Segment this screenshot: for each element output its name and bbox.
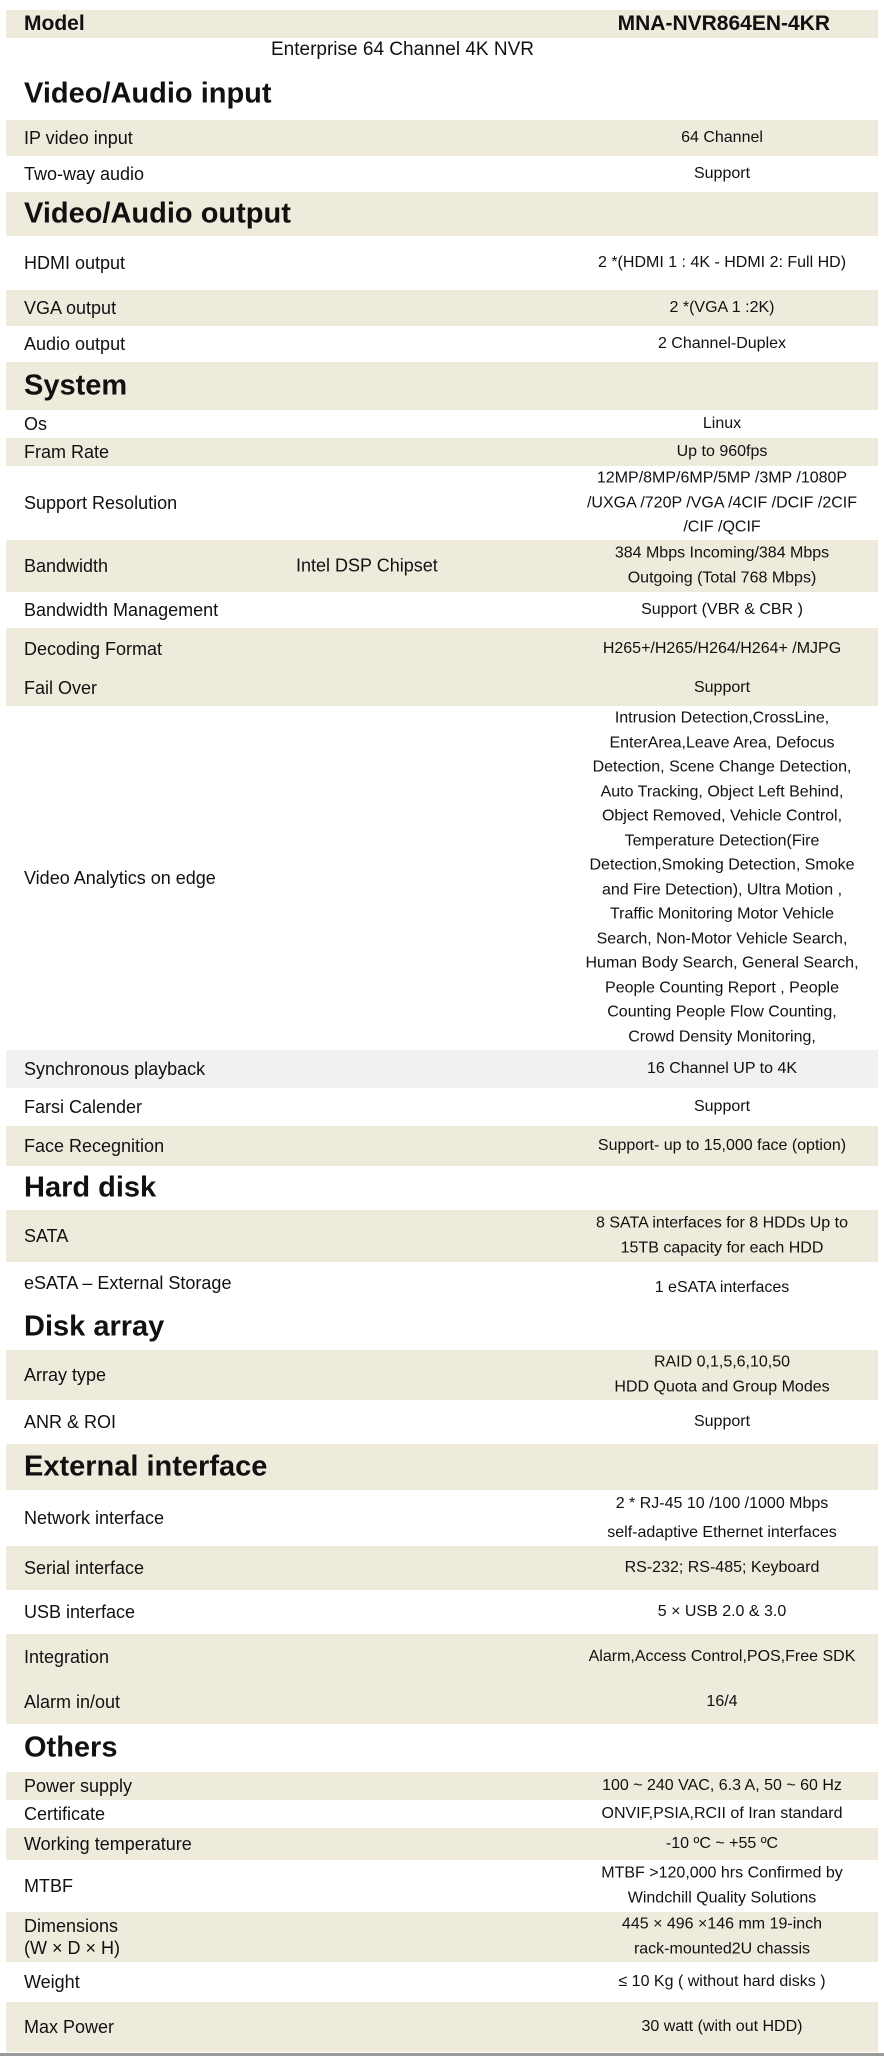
spec-row-dimensions	[6, 1912, 878, 1962]
section-video-audio-input	[6, 62, 878, 126]
section-disk-array	[6, 1304, 878, 1350]
section-system	[6, 362, 878, 410]
spec-value: -10 ºC ~ +55 ºC	[665, 1834, 779, 1852]
spec-value: Support (VBR & CBR )	[641, 600, 803, 618]
spec-value: 2 * RJ-45 10 /100 /1000 Mbps self-adaptive Ethernet interfaces	[607, 1495, 837, 1541]
spec-label: Serial interface	[24, 1558, 145, 1578]
spec-value: 8 SATA interfaces for 8 HDDs Up to 15TB capacity for each HDD	[596, 1214, 848, 1256]
spec-label: VGA output	[24, 298, 117, 318]
spec-value: RS-232; RS-485; Keyboard	[624, 1558, 820, 1576]
spec-value: 12MP/8MP/6MP/5MP /3MP /1080P /UXGA /720P /VGA /4CIF /DCIF /2CIF /CIF /QCIF	[586, 469, 857, 536]
spec-value: 384 Mbps Incoming/384 Mbps Outgoing (Total 768 Mbps)	[614, 544, 830, 586]
spec-row-os	[6, 410, 878, 438]
spec-row-hdmi-output	[6, 236, 878, 290]
spec-value: ≤ 10 Kg ( without hard disks )	[618, 1972, 826, 1990]
spec-label: Weight	[24, 1972, 80, 1992]
section-title: Video/Audio output	[24, 197, 291, 230]
spec-value: 2 *(HDMI 1 : 4K - HDMI 2: Full HD)	[597, 253, 847, 271]
spec-row-working-temperature	[6, 1828, 878, 1860]
spec-row-anr-roi	[6, 1400, 878, 1444]
spec-row-bandwidth	[6, 540, 878, 592]
section-title: Hard disk	[24, 1171, 157, 1204]
section-external-interface	[6, 1444, 878, 1490]
spec-row-weight	[6, 1962, 878, 2002]
spec-label: Synchronous playback	[24, 1059, 206, 1079]
spec-value: 5 × USB 2.0 & 3.0	[657, 1602, 787, 1620]
spec-label: Bandwidth Management	[24, 600, 219, 620]
spec-value: Support	[693, 1412, 751, 1430]
model-label: Model	[24, 12, 85, 35]
spec-row-audio-output	[6, 326, 878, 362]
spec-label: Integration	[24, 1647, 110, 1667]
section-hard-disk	[6, 1166, 878, 1210]
spec-label: Alarm in/out	[24, 1692, 121, 1712]
spec-value: 64 Channel	[681, 128, 763, 146]
spec-row-video-analytics	[6, 706, 878, 1050]
spec-row-certificate	[6, 1800, 878, 1828]
spec-value: Intrusion Detection,CrossLine, EnterArea,Leave Area, Defocus Detection, Scene Change Detection, Auto Tracking, Object Left Behind, Object Removed, Vehicle Control, Temperature Detection(Fire Detection,Smoking Detection, Smoke and Fire Detection), Ultra Motion , Traffic Monitoring Motor Vehicle Search, Non-Motor Vehicle Search, Human Body Search, General Search, People Counting Report , People Counting People Flow Counting, Crowd Density Monitoring,	[585, 709, 859, 1045]
spec-value: MTBF >120,000 hrs Confirmed by Windchill Quality Solutions	[601, 1864, 843, 1906]
spec-row-serial-interface	[6, 1546, 878, 1590]
spec-value: 1 eSATA interfaces	[654, 1278, 790, 1296]
spec-value: 2 Channel-Duplex	[657, 334, 787, 352]
subtitle-row	[6, 38, 878, 62]
spec-label: Certificate	[24, 1804, 106, 1824]
spec-row-fail-over	[6, 670, 878, 706]
spec-row-fram-rate	[6, 438, 878, 466]
spec-label: Os	[24, 414, 48, 434]
section-title: Disk array	[24, 1310, 165, 1343]
section-title: Video/Audio input	[24, 77, 272, 110]
spec-row-sata	[6, 1210, 878, 1262]
spec-row-face-recognition	[6, 1126, 878, 1166]
spec-value: Alarm,Access Control,POS,Free SDK	[588, 1647, 856, 1665]
model-value: MNA-NVR864EN-4KR	[617, 12, 830, 35]
model-row	[6, 10, 878, 38]
bottom-divider	[0, 2053, 884, 2056]
spec-label: HDMI output	[24, 253, 126, 273]
spec-label: USB interface	[24, 1602, 136, 1622]
spec-label: Decoding Format	[24, 639, 163, 659]
product-subtitle: Enterprise 64 Channel 4K NVR	[271, 39, 534, 60]
spec-value: Support	[693, 678, 751, 696]
spec-row-alarm-in-out	[6, 1680, 878, 1724]
spec-value: 2 *(VGA 1 :2K)	[669, 298, 775, 316]
section-video-audio-output	[6, 192, 878, 236]
spec-value: RAID 0,1,5,6,10,50 HDD Quota and Group Modes	[614, 1353, 830, 1395]
spec-row-array-type	[6, 1350, 878, 1400]
spec-row-mtbf	[6, 1860, 878, 1912]
spec-label: MTBF	[24, 1876, 73, 1896]
spec-label: Farsi Calender	[24, 1097, 143, 1117]
section-others	[6, 1724, 878, 1772]
spec-label: Max Power	[24, 2017, 115, 2037]
spec-row-bandwidth-management	[6, 592, 878, 628]
spec-value: 16 Channel UP to 4K	[646, 1059, 798, 1077]
spec-value: ONVIF,PSIA,RCII of Iran standard	[601, 1804, 843, 1822]
spec-value: 30 watt (with out HDD)	[641, 2017, 803, 2035]
spec-value: Up to 960fps	[676, 442, 768, 460]
spec-label: SATA	[24, 1226, 69, 1246]
spec-value: Support	[693, 164, 751, 182]
spec-label: ANR & ROI	[24, 1412, 117, 1432]
spec-label: Fram Rate	[24, 442, 110, 462]
spec-label: Bandwidth	[24, 556, 109, 576]
spec-row-support-resolution	[6, 466, 878, 540]
spec-label: Dimensions (W × D × H)	[24, 1916, 121, 1958]
spec-value: Linux	[702, 414, 742, 432]
spec-label: Network interface	[24, 1508, 165, 1528]
spec-row-synchronous-playback	[6, 1050, 878, 1088]
spec-label: Face Recegnition	[24, 1136, 165, 1156]
spec-value: Support	[693, 1097, 751, 1115]
spec-row-esata	[6, 1262, 878, 1304]
spec-value: H265+/H265/H264/H264+ /MJPG	[602, 639, 842, 657]
spec-row-network-interface	[6, 1490, 878, 1546]
spec-row-power-supply	[6, 1772, 878, 1800]
section-title: External interface	[24, 1450, 268, 1483]
spec-label: Fail Over	[24, 678, 98, 698]
spec-label: Support Resolution	[24, 493, 178, 513]
chipset-note: Intel DSP Chipset	[296, 555, 438, 576]
spec-value: 16/4	[706, 1692, 738, 1710]
spec-label: Working temperature	[24, 1834, 192, 1854]
spec-label: Audio output	[24, 334, 126, 354]
spec-row-decoding-format	[6, 628, 878, 670]
spec-value: 100 ~ 240 VAC, 6.3 A, 50 ~ 60 Hz	[602, 1776, 842, 1794]
spec-row-integration	[6, 1634, 878, 1680]
spec-row-max-power	[6, 2002, 878, 2052]
spec-value: Support- up to 15,000 face (option)	[597, 1136, 847, 1154]
spec-label: Video Analytics on edge	[24, 868, 216, 888]
spec-row-ip-video-input	[6, 120, 878, 156]
spec-row-two-way-audio	[6, 156, 878, 192]
spec-value: 445 × 496 ×146 mm 19-inch rack-mounted2U chassis	[621, 1915, 823, 1957]
spec-label: Two-way audio	[24, 164, 145, 184]
spec-label: eSATA – External Storage	[24, 1273, 232, 1293]
spec-row-farsi-calender	[6, 1088, 878, 1126]
spec-row-vga-output	[6, 290, 878, 326]
section-title: Others	[24, 1731, 118, 1764]
spec-label: Array type	[24, 1365, 107, 1385]
section-title: System	[24, 369, 128, 402]
spec-label: IP video input	[24, 128, 133, 148]
spec-label: Power supply	[24, 1776, 133, 1796]
spec-row-usb-interface	[6, 1590, 878, 1634]
